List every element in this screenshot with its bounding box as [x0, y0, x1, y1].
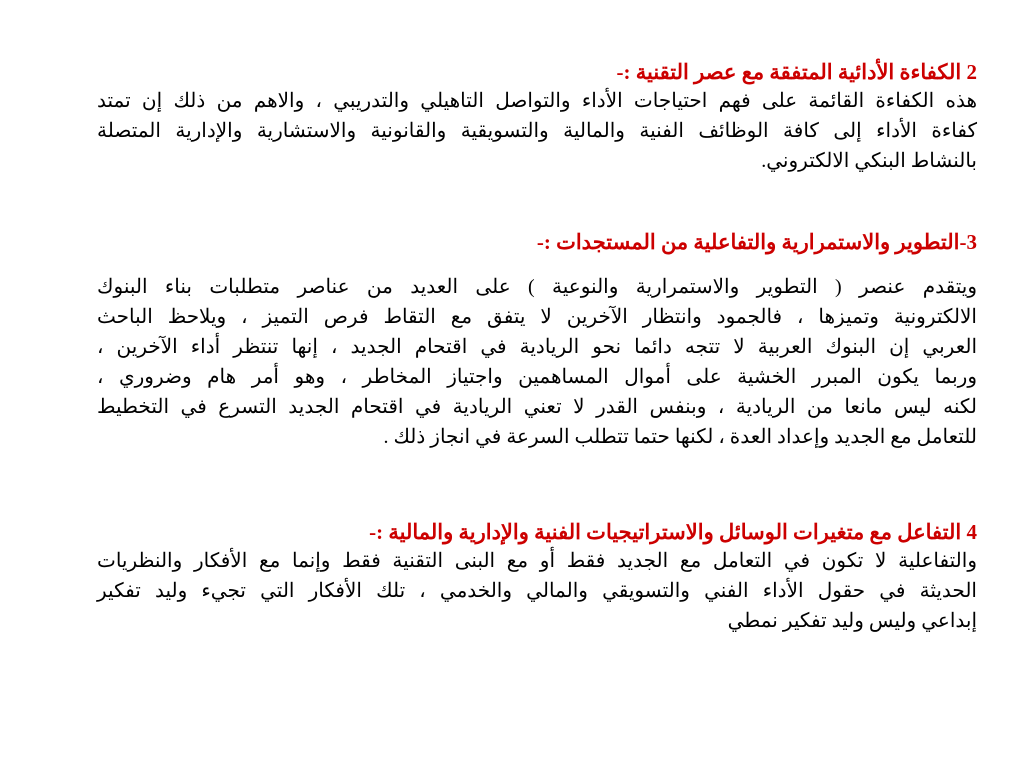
paragraph-line: هذه الكفاءة القائمة على فهم احتياجات الأداء والتواصل التاهيلي والتدريبي ، والاهم من ذلك إن تمتد	[97, 90, 977, 112]
section-4-paragraph	[97, 546, 977, 636]
section-2	[97, 58, 977, 176]
paragraph-line: لكنه ليس مانعا من الريادية ، وبنفس القدر لا تعني الريادية في اقتحام الجديد التسرع في التخطيط	[97, 396, 977, 418]
paragraph-line: إبداعي وليس وليد تفكير نمطي	[727, 610, 977, 632]
section-2-heading: 2 الكفاءة الأدائية المتفقة مع عصر التقنية :-	[616, 60, 977, 84]
section-4-heading: 4 التفاعل مع متغيرات الوسائل والاستراتيجيات الفنية والإدارية والمالية :-	[369, 520, 977, 544]
section-2-paragraph	[97, 86, 977, 176]
section-3-paragraph	[97, 272, 977, 452]
paragraph-line: والتفاعلية لا تكون في التعامل مع الجديد فقط أو مع البنى التقنية فقط وإنما مع الأفكار والنظريات	[97, 550, 977, 572]
section-3-heading: 3-التطوير والاستمرارية والتفاعلية من المستجدات :-	[536, 230, 977, 254]
paragraph-line: كفاءة الأداء إلى كافة الوظائف الفنية والمالية والتسويقية والقانونية والاستشارية والإدارية المتصلة	[97, 120, 977, 142]
paragraph-line: الالكترونية وتميزها ، فالجمود وانتظار الآخرين لا يتفق مع التقاط فرص التميز ، ويلاحظ الباحث	[97, 306, 977, 328]
paragraph-line: الحديثة في حقول الأداء الفني والتسويقي والمالي والخدمي ، تلك الأفكار التي تجيء وليد تفكير	[97, 580, 977, 602]
paragraph-line: بالنشاط البنكي الالكتروني.	[761, 150, 977, 172]
paragraph-line: وربما يكون المبرر الخشية على أموال المساهمين واجتياز المخاطر ، وهو أمر هام وضروري ،	[97, 366, 977, 388]
section-4	[97, 518, 977, 636]
section-3	[97, 228, 977, 452]
paragraph-line: العربي إن البنوك العربية لا تتجه دائما نحو الريادية في اقتحام الجديد ، إنها تنتظر أداء الآخرين ،	[97, 336, 977, 358]
paragraph-line: للتعامل مع الجديد وإعداد العدة ، لكنها حتما تتطلب السرعة في انجاز ذلك .	[383, 426, 977, 448]
paragraph-line: ويتقدم عنصر ( التطوير والاستمرارية والنوعية ) على العديد من عناصر متطلبات بناء البنوك	[97, 276, 977, 298]
